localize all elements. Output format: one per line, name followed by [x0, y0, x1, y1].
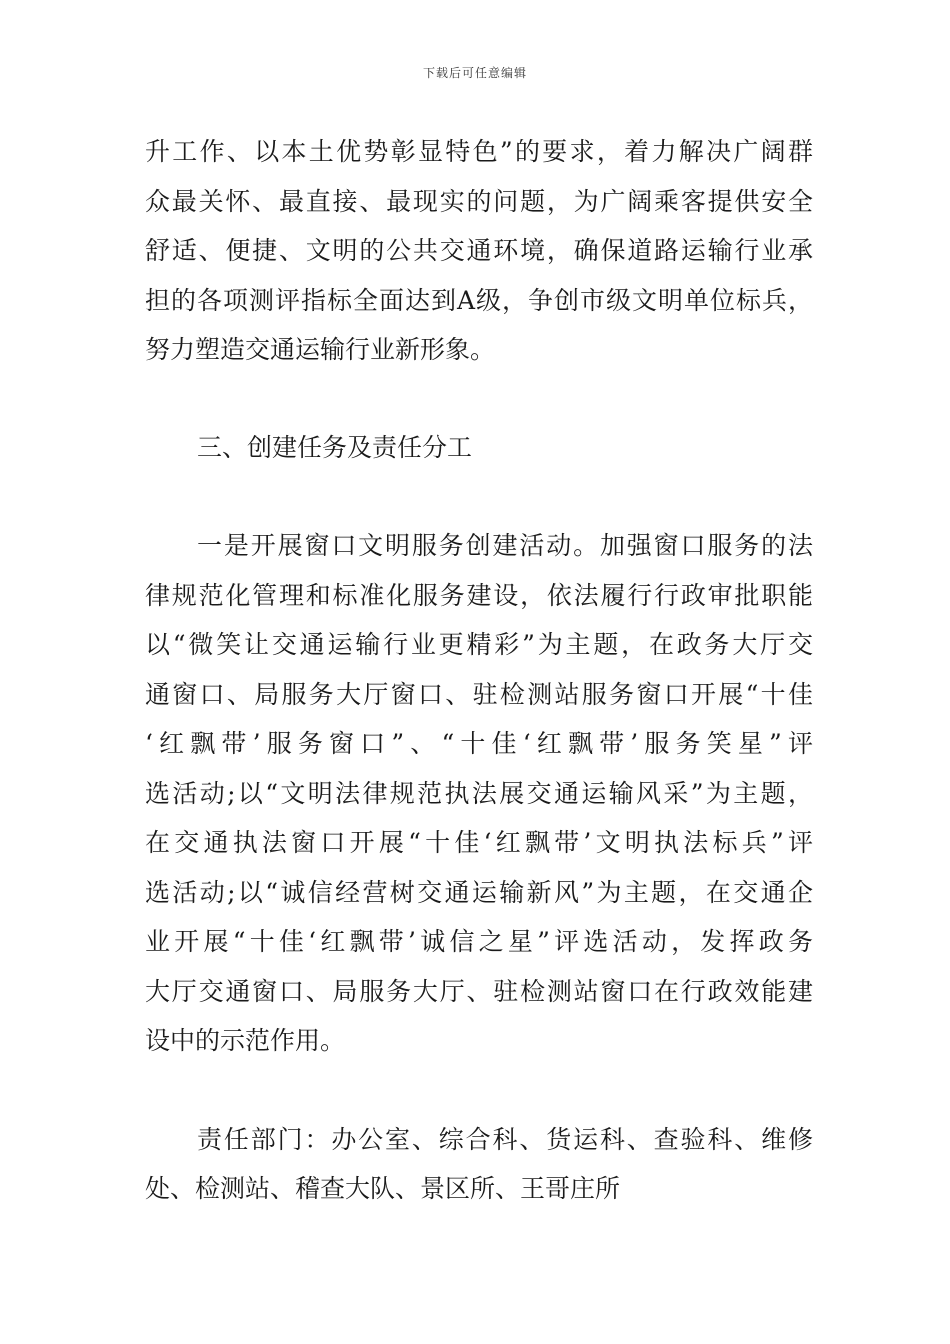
paragraph-line: 律规范化管理和标准化服务建设，依法履行行政审批职能	[145, 580, 813, 610]
paragraph-line: 众最关怀、最直接、最现实的问题，为广阔乘客提供安全	[145, 186, 813, 216]
paragraph-line: 选活动;以“文明法律规范执法展交通运输风采”为主题，	[145, 778, 813, 808]
paragraph-line: 舒适、便捷、文明的公共交通环境，确保道路运输行业承	[145, 236, 813, 265]
paragraph-line: 处、检测站、稽查大队、景区所、王哥庄所	[145, 1174, 621, 1203]
paragraph-line: 大厅交通窗口、局服务大厅、驻检测站窗口在行政效能建	[145, 976, 813, 1006]
paragraph-window-service	[145, 521, 813, 1066]
paragraph-line: 选活动;以“诚信经营树交通运输新风”为主题，在交通企	[145, 877, 813, 907]
paragraph-line: 通窗口、局服务大厅窗口、驻检测站服务窗口开展“十佳	[145, 679, 813, 709]
paragraph-line: 业开展“十佳‘红飘带’诚信之星”评选活动，发挥政务	[145, 927, 813, 956]
paragraph-line: 担的各项测评指标全面达到A级，争创市级文明单位标兵，	[145, 285, 813, 315]
paragraph-line: 以“微笑让交通运输行业更精彩”为主题，在政务大厅交	[145, 630, 813, 659]
document-body	[145, 127, 813, 1214]
paragraph-line: 在交通执法窗口开展“十佳‘红飘带’文明执法标兵”评	[145, 828, 813, 857]
paragraph-line: 设中的示范作用。	[145, 1026, 346, 1055]
section-heading	[145, 423, 813, 473]
paragraph-line: 升工作、以本土优势彰显特色”的要求，着力解决广阔群	[145, 137, 813, 166]
paragraph-line: ‘红飘带’服务窗口”、“十佳‘红飘带’服务笑星”评	[145, 729, 813, 758]
page-header-note: 下载后可任意编辑	[422, 66, 527, 80]
paragraph-continuation	[145, 127, 813, 375]
section-heading-text: 三、创建任务及责任分工	[197, 432, 473, 462]
paragraph-line: 一是开展窗口文明服务创建活动。加强窗口服务的法	[197, 531, 813, 560]
paragraph-line: 努力塑造交通运输行业新形象。	[145, 335, 496, 364]
paragraph-responsible-departments	[145, 1115, 813, 1214]
paragraph-line: 责任部门：办公室、综合科、货运科、查验科、维修	[197, 1124, 813, 1154]
